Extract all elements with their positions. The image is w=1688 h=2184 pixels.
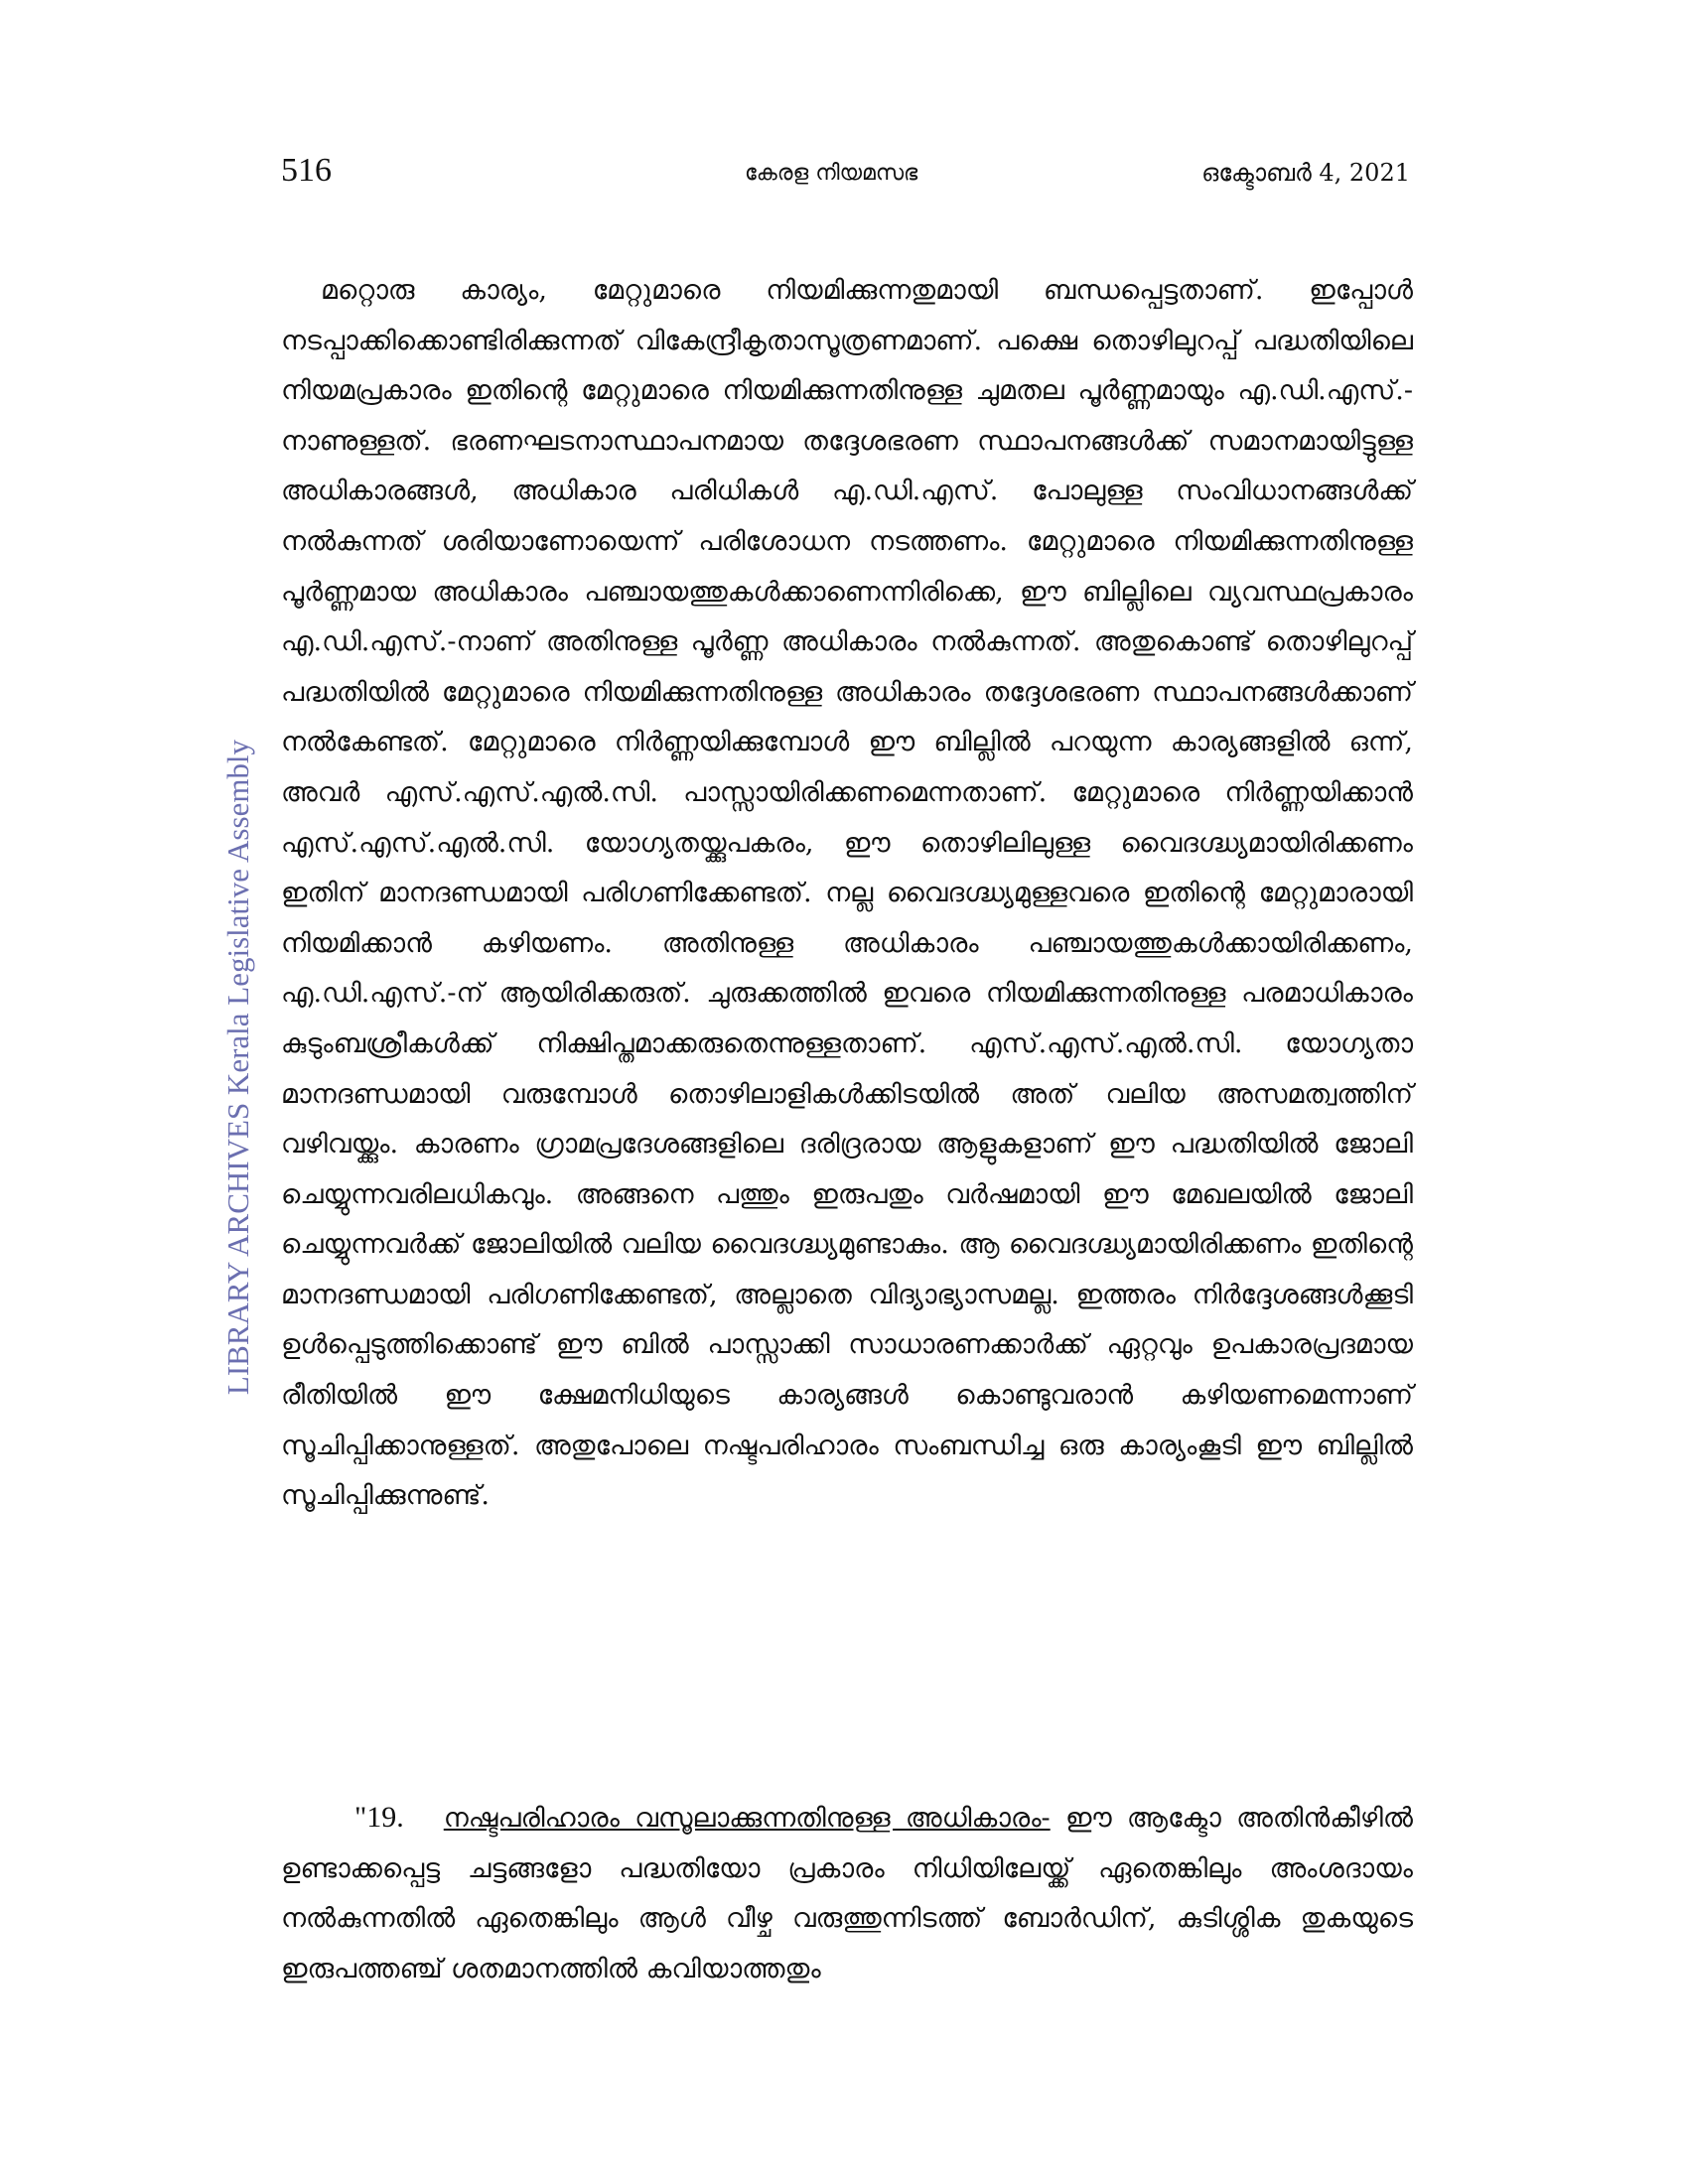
page-number: 516 <box>281 152 332 189</box>
header-date: ഒക്ടോബർ 4, 2021 <box>1201 159 1410 187</box>
header-title: കേരള നിയമസഭ <box>745 161 918 186</box>
body-paragraph <box>281 266 1413 1522</box>
section-number: "19. <box>354 1801 404 1834</box>
section-heading: നഷ്ടപരിഹാരം വസൂലാക്കുന്നതിനുള്ള അധികാരം- <box>443 1803 1051 1834</box>
watermark-text: LIBRARY ARCHIVES Kerala Legislative Assembly <box>220 739 255 1396</box>
body-paragraph-text: മറ്റൊരു കാര്യം, മേറ്റുമാരെ നിയമിക്കുന്നതുമായി ബന്ധപ്പെട്ടതാണ്. ഇപ്പോൾ നടപ്പാക്കിക്കൊണ്ടിരിക്കുന്നത് വികേന്ദ്രീകൃതാസൂത്രണമാണ്. പക്ഷെ തൊഴിലുറപ്പ് പദ്ധതിയിലെ നിയമപ്രകാരം ഇതിന്റെ മേറ്റുമാരെ നിയമിക്കുന്നതിനുള്ള ചുമതല പൂർണ്ണമായും എ.ഡി.എസ്.-നാണുള്ളത്. ഭരണഘടനാസ്ഥാപനമായ തദ്ദേശഭരണ സ്ഥാപനങ്ങൾക്ക് സമാനമായിട്ടുള്ള അധികാരങ്ങൾ, അധികാര പരിധികൾ എ.ഡി.എസ്. പോലുള്ള സംവിധാനങ്ങൾക്ക് നൽകുന്നത് ശരിയാണോയെന്ന് പരിശോധന നടത്തണം. മേറ്റുമാരെ നിയമിക്കുന്നതിനുള്ള പൂർണ്ണമായ അധികാരം പഞ്ചായത്തുകൾക്കാണെന്നിരിക്കെ, ഈ ബില്ലിലെ വ്യവസ്ഥപ്രകാരം എ.ഡി.എസ്.-നാണ് അതിനുള്ള പൂർണ്ണ അധികാരം നൽകുന്നത്. അതുകൊണ്ട് തൊഴിലുറപ്പ് പദ്ധതിയിൽ മേറ്റുമാരെ നിയമിക്കുന്നതിനുള്ള അധികാരം തദ്ദേശഭരണ സ്ഥാപനങ്ങൾക്കാണ് നൽകേണ്ടത്. മേറ്റുമാരെ നിർണ്ണയിക്കുമ്പോൾ ഈ ബില്ലിൽ പറയുന്ന കാര്യങ്ങളിൽ ഒന്ന്, അവർ എസ്.എസ്.എൽ.സി. പാസ്സായിരിക്കണമെന്നതാണ്. മേറ്റുമാരെ നിർണ്ണയിക്കാൻ എസ്.എസ്.എൽ.സി. യോഗ്യതയ്ക്കുപകരം, ഈ തൊഴിലിലുള്ള വൈദഗ്ദ്ധ്യമായിരിക്കണം ഇതിന് മാനദണ്ഡമായി പരിഗണിക്കേണ്ടത്. നല്ല വൈദഗ്ദ്ധ്യമുള്ളവരെ ഇതിന്റെ മേറ്റുമാരായി നിയമിക്കാൻ കഴിയണം. അതിനുള്ള അധികാരം പഞ്ചായത്തുകൾക്കായിരിക്കണം, എ.ഡി.എസ്.-ന് ആയിരിക്കരുത്. ചുരുക്കത്തിൽ ഇവരെ നിയമിക്കുന്നതിനുള്ള പരമാധികാരം കുടുംബശ്രീകൾക്ക് നിക്ഷിപ്തമാക്കരുതെന്നുള്ളതാണ്. എസ്.എസ്.എൽ.സി. യോഗ്യതാ മാനദണ്ഡമായി വരുമ്പോൾ തൊഴിലാളികൾക്കിടയിൽ അത് വലിയ അസമത്വത്തിന് വഴിവയ്ക്കും. കാരണം ഗ്രാമപ്രദേശങ്ങളിലെ ദരിദ്രരായ ആളുകളാണ് ഈ പദ്ധതിയിൽ ജോലി ചെയ്യുന്നവരിലധികവും. അങ്ങനെ പത്തും ഇരുപതും വർഷമായി ഈ മേഖലയിൽ ജോലി ചെയ്യുന്നവർക്ക് ജോലിയിൽ വലിയ വൈദഗ്ദ്ധ്യമുണ്ടാകും. ആ വൈദഗ്ദ്ധ്യമായിരിക്കണം ഇതിന്റെ മാനദണ്ഡമായി പരിഗണിക്കേണ്ടത്, അല്ലാതെ വിദ്യാഭ്യാസമല്ല. ഇത്തരം നിർദ്ദേശങ്ങൾക്കൂടി ഉൾപ്പെടുത്തിക്കൊണ്ട് ഈ ബിൽ പാസ്സാക്കി സാധാരണക്കാർക്ക് ഏറ്റവും ഉപകാരപ്രദമായ രീതിയിൽ ഈ ക്ഷേമനിധിയുടെ കാര്യങ്ങൾ കൊണ്ടുവരാൻ കഴിയണമെന്നാണ് സൂചിപ്പിക്കാനുള്ളത്. അതുപോലെ നഷ്ടപരിഹാരം സംബന്ധിച്ച ഒരു കാര്യംകൂടി ഈ ബില്ലിൽ സൂചിപ്പിക്കുന്നുണ്ട്. <box>281 275 1413 1512</box>
quoted-section <box>281 1793 1413 1994</box>
section-text: ഈ ആക്ടോ അതിൻകീഴിൽ ഉണ്ടാക്കപ്പെട്ട ചട്ടങ്ങളോ പദ്ധതിയോ പ്രകാരം നിധിയിലേയ്ക്ക് ഏതെങ്കിലും അംശദായം നൽകുന്നതിൽ ഏതെങ്കിലും ആൾ വീഴ്ച വരുത്തുന്നിടത്ത് ബോർഡിന്, കുടിശ്ശിക തുകയുടെ ഇരുപത്തഞ്ച് ശതമാനത്തിൽ കവിയാത്തതും <box>281 1803 1413 1984</box>
